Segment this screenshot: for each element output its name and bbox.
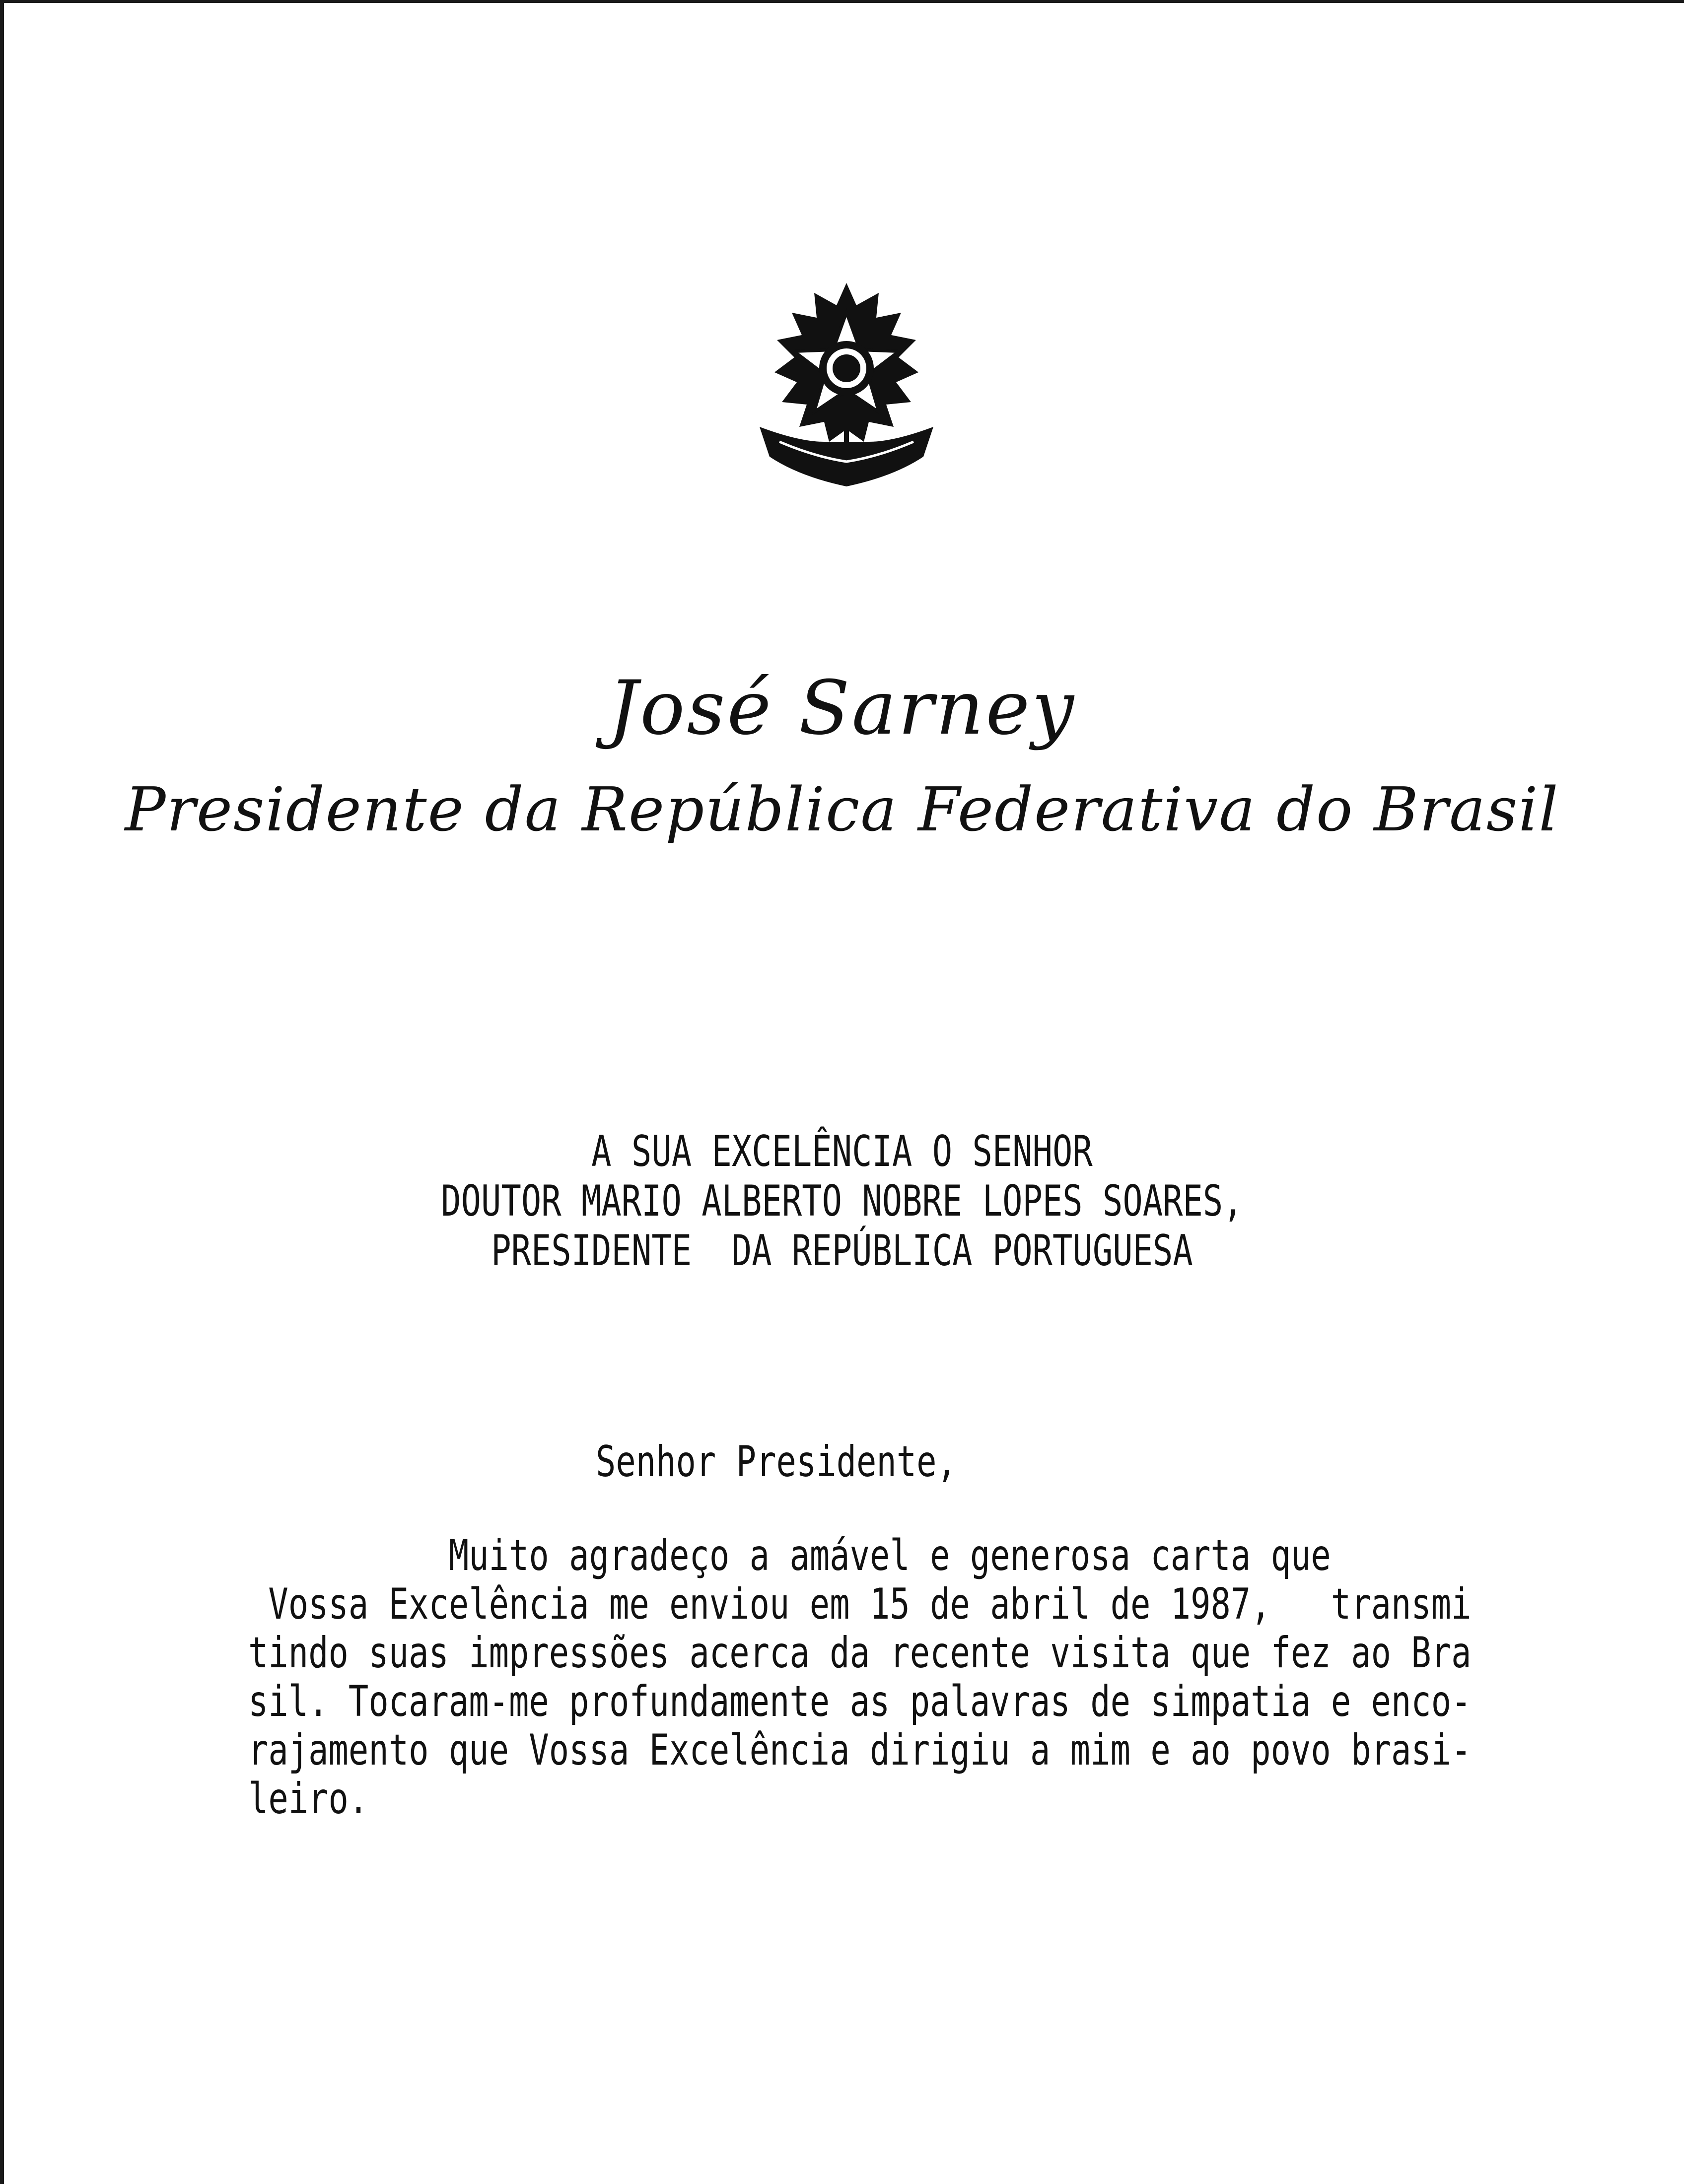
salutation: Senhor Presidente, — [596, 1437, 957, 1487]
brazil-coat-of-arms-icon — [750, 278, 943, 491]
scan-border-left — [0, 0, 4, 2184]
addressee-block — [185, 1127, 1499, 1276]
body-line: sil. Tocaram-me profundamente as palavras de simpatia e enco- — [248, 1677, 1472, 1726]
addressee-line: PRESIDENTE DA REPÚBLICA PORTUGUESA — [491, 1226, 1193, 1276]
scan-border-top — [0, 0, 1684, 3]
letter-body — [248, 1531, 1472, 1823]
body-line: Muito agradeço a amável e generosa carta que — [248, 1531, 1331, 1580]
addressee-line: DOUTOR MARIO ALBERTO NOBRE LOPES SOARES, — [441, 1176, 1243, 1226]
addressee-line: A SUA EXCELÊNCIA O SENHOR — [591, 1127, 1093, 1176]
body-line: rajamento que Vossa Excelência dirigiu a mim e ao povo brasi- — [248, 1725, 1472, 1775]
letterhead-title: Presidente da República Federativa do Brasil — [125, 774, 1559, 845]
letterhead-name: José Sarney — [608, 665, 1076, 751]
body-line: leiro. — [248, 1774, 369, 1824]
body-line: Vossa Excelência me enviou em 15 de abril de 1987, transmi — [248, 1579, 1472, 1629]
body-line: tindo suas impressões acerca da recente visita que fez ao Bra — [248, 1628, 1472, 1678]
